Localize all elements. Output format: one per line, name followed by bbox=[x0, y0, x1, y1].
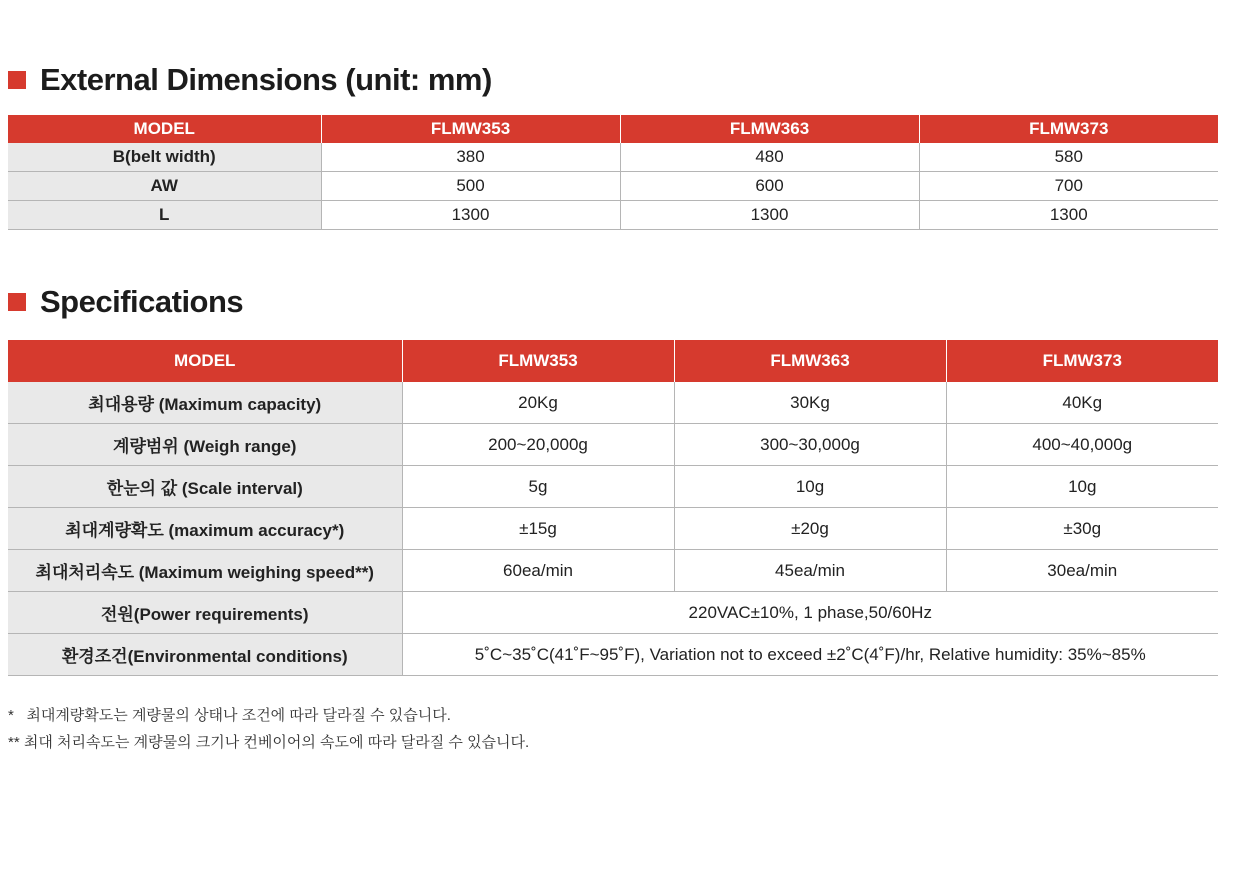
table-cell: 40Kg bbox=[946, 382, 1218, 424]
table-cell: 5g bbox=[402, 466, 674, 508]
dimensions-section-title bbox=[8, 62, 492, 98]
table-header-row bbox=[8, 115, 1218, 143]
table-header-row bbox=[8, 340, 1218, 382]
header-flmw373: FLMW373 bbox=[919, 115, 1218, 143]
table-cell: 380 bbox=[321, 143, 620, 172]
table-cell: 580 bbox=[919, 143, 1218, 172]
table-cell: 300~30,000g bbox=[674, 424, 946, 466]
header-model: MODEL bbox=[8, 340, 402, 382]
table-row bbox=[8, 172, 1218, 201]
footnotes bbox=[8, 702, 529, 756]
row-label: 환경조건(Environmental conditions) bbox=[8, 634, 402, 676]
table-cell: 1300 bbox=[919, 201, 1218, 230]
table-cell: 10g bbox=[674, 466, 946, 508]
row-label: 최대용량 (Maximum capacity) bbox=[8, 382, 402, 424]
row-label: 전원(Power requirements) bbox=[8, 592, 402, 634]
table-row bbox=[8, 466, 1218, 508]
specifications-table bbox=[8, 340, 1218, 676]
table-cell: ±20g bbox=[674, 508, 946, 550]
row-label: L bbox=[8, 201, 321, 230]
table-cell: 45ea/min bbox=[674, 550, 946, 592]
table-row bbox=[8, 634, 1218, 676]
table-cell: 500 bbox=[321, 172, 620, 201]
footnote-speed: ** 최대 처리속도는 계량물의 크기나 컨베이어의 속도에 따라 달라질 수 있습니다. bbox=[8, 734, 530, 751]
specifications-section-title bbox=[8, 284, 243, 320]
header-flmw363: FLMW363 bbox=[674, 340, 946, 382]
table-cell: 20Kg bbox=[402, 382, 674, 424]
table-row bbox=[8, 143, 1218, 172]
header-flmw353: FLMW353 bbox=[321, 115, 620, 143]
table-cell: 600 bbox=[620, 172, 919, 201]
table-cell: 30Kg bbox=[674, 382, 946, 424]
row-label: 최대처리속도 (Maximum weighing speed**) bbox=[8, 550, 402, 592]
table-row bbox=[8, 201, 1218, 230]
header-flmw373: FLMW373 bbox=[946, 340, 1218, 382]
table-cell: 700 bbox=[919, 172, 1218, 201]
table-cell: 480 bbox=[620, 143, 919, 172]
table-cell: ±30g bbox=[946, 508, 1218, 550]
table-row bbox=[8, 382, 1218, 424]
table-row bbox=[8, 424, 1218, 466]
table-cell: 1300 bbox=[620, 201, 919, 230]
table-cell: 400~40,000g bbox=[946, 424, 1218, 466]
specifications-title: Specifications bbox=[40, 284, 244, 319]
footnote-accuracy: * 최대계량확도는 계량물의 상태나 조건에 따라 달라질 수 있습니다. bbox=[8, 707, 451, 724]
title-bullet-square bbox=[8, 293, 26, 311]
table-cell: 10g bbox=[946, 466, 1218, 508]
table-cell: ±15g bbox=[402, 508, 674, 550]
dimensions-table bbox=[8, 115, 1218, 230]
row-label: B(belt width) bbox=[8, 143, 321, 172]
row-label: AW bbox=[8, 172, 321, 201]
header-flmw363: FLMW363 bbox=[620, 115, 919, 143]
header-model: MODEL bbox=[8, 115, 321, 143]
table-cell-merged: 5˚C~35˚C(41˚F~95˚F), Variation not to exceed ±2˚C(4˚F)/hr, Relative humidity: 35%~85% bbox=[402, 634, 1218, 676]
header-flmw353: FLMW353 bbox=[402, 340, 674, 382]
table-cell-merged: 220VAC±10%, 1 phase,50/60Hz bbox=[402, 592, 1218, 634]
table-cell: 30ea/min bbox=[946, 550, 1218, 592]
table-row bbox=[8, 508, 1218, 550]
dimensions-title: External Dimensions (unit: mm) bbox=[40, 62, 492, 97]
table-cell: 60ea/min bbox=[402, 550, 674, 592]
row-label: 한눈의 값 (Scale interval) bbox=[8, 466, 402, 508]
row-label: 최대계량확도 (maximum accuracy*) bbox=[8, 508, 402, 550]
table-cell: 200~20,000g bbox=[402, 424, 674, 466]
title-bullet-square bbox=[8, 71, 26, 89]
table-cell: 1300 bbox=[321, 201, 620, 230]
table-row bbox=[8, 550, 1218, 592]
table-row bbox=[8, 592, 1218, 634]
row-label: 계량범위 (Weigh range) bbox=[8, 424, 402, 466]
